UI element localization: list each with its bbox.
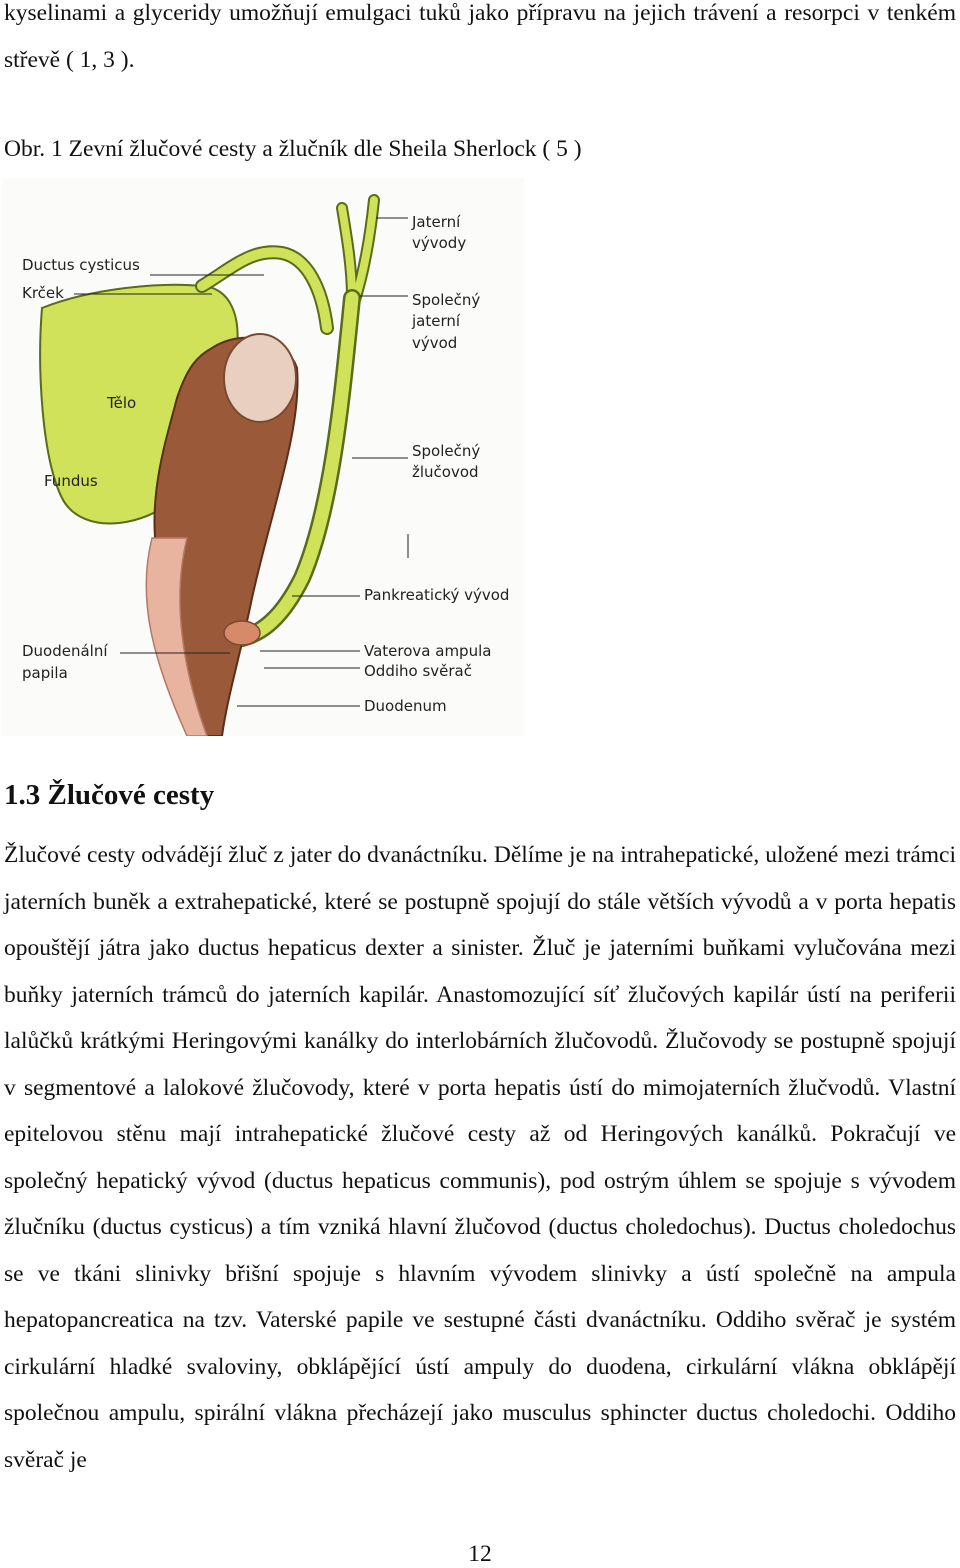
label-spolecny-zlucovod-2: žlučovod — [412, 463, 479, 481]
label-jaterni-vyvody-1: Jaterní — [412, 213, 461, 231]
label-duodenalni-papila-2: papila — [22, 664, 68, 682]
duodenum-lumen — [224, 334, 296, 422]
label-ductus-cysticus: Ductus cysticus — [22, 256, 140, 274]
label-oddiho-sverac: Oddiho svěrač — [364, 662, 472, 680]
section-heading: 1.3 Žlučové cesty — [4, 779, 215, 811]
label-spolecny-zlucovod-1: Společný — [412, 442, 481, 460]
label-spolecny-jaterni-vyvod-1: Společný — [412, 291, 481, 309]
label-duodenum: Duodenum — [364, 697, 447, 715]
intro-paragraph: kyselinami a glyceridy umožňují emulgaci tuků jako přípravu na jejich trávení a resorpci v tenkém střevě ( 1, 3 ). — [4, 0, 956, 73]
label-spolecny-jaterni-vyvod-2: jaterní — [412, 312, 461, 330]
section-body: Žlučové cesty odvádějí žluč z jater do dvanáctníku. Dělíme je na intrahepatické, uložené mezi trámci jaterních buněk a extrahepatické, které se postupně spojují do stále větších vývodů a v porta hepatis opouštějí játra jako ductus hepaticus dexter a sinister. Žluč je jaterními buňkami vylučována mezi buňky jaterních trámců do jaterních kapilár. Anastomozující síť žlučových kapilár ústí na periferii lalůčků krátkými Heringovými kanálky do interlobárních žlučovodů. Žlučovody se postupně spojují v segmentové a lalokové žlučovody, které v porta hepatis ústí do mimojaterních žlučvodů. Vlastní epitelovou stěnu mají intrahepatické žlučové cesty až od Heringových kanálků. Pokračují ve společný hepatický vývod (ductus hepaticus communis), pod ostrým úhlem se spojuje s vývodem žlučníku (ductus cysticus) a tím vzniká hlavní žlučovod (ductus choledochus). Ductus choledochus se ve tkáni slinivky břišní spojuje s hlavním vývodem slinivky a ústí společně na ampula hepatopancreatica na tzv. Vaterské papile ve sestupné části dvanáctníku. Oddiho svěrač je systém cirkulární hladké svaloviny, obklápějící ústí ampuly do duodena, cirkulární vlákna obklápějí společnou ampulu, spirální vlákna přecházejí jako musculus sphincter ductus choledochi. Oddiho svěrač je — [4, 842, 956, 1473]
page-number: 12 — [468, 1541, 492, 1567]
figure-caption: Obr. 1 Zevní žlučové cesty a žlučník dle Sheila Sherlock ( 5 ) — [4, 136, 582, 162]
label-fundus: Fundus — [44, 472, 98, 490]
label-pankreaticky-vyvod: Pankreatický vývod — [364, 586, 510, 604]
ampulla-shape — [224, 621, 260, 645]
label-duodenalni-papila-1: Duodenální — [22, 642, 108, 660]
label-jaterni-vyvody-2: vývody — [412, 234, 467, 252]
label-telo: Tělo — [107, 394, 137, 412]
label-spolecny-jaterni-vyvod-3: vývod — [412, 334, 458, 352]
biliary-tract-figure — [2, 178, 524, 736]
label-krcek: Krček — [22, 284, 64, 302]
label-vaterova-ampula: Vaterova ampula — [364, 642, 492, 660]
